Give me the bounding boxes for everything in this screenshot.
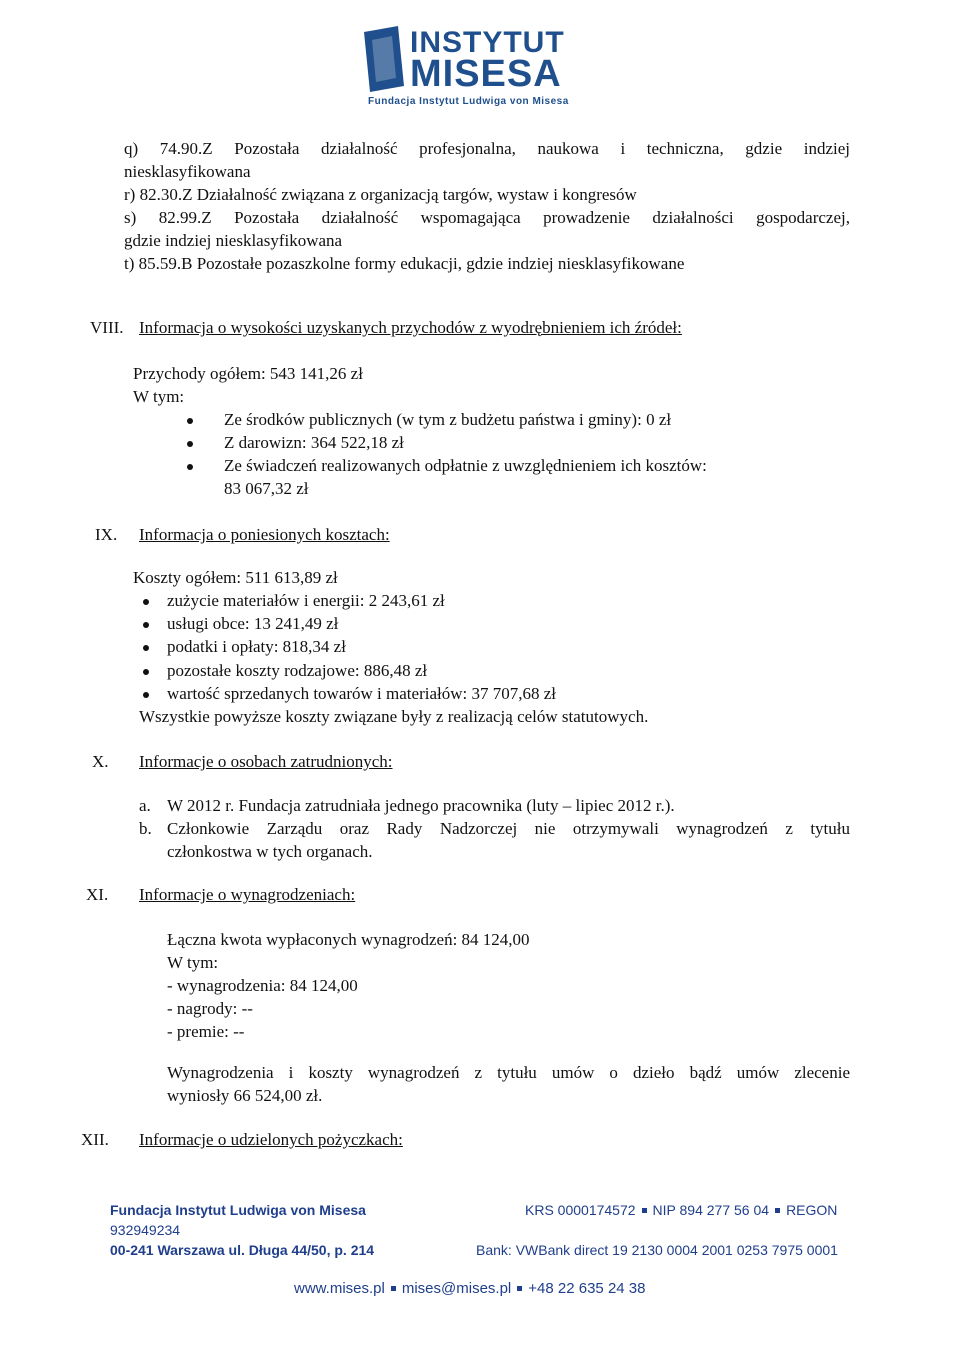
- employment-b-line2: członkostwa w tych organach.: [167, 842, 373, 861]
- footer-bank: Bank: VWBank direct 19 2130 0004 2001 0253 7975 0001: [476, 1242, 838, 1258]
- separator-icon: [517, 1286, 522, 1291]
- contracts-line2: wyniosły 66 524,00 zł.: [167, 1086, 323, 1105]
- list-item: Z darowizn: 364 522,18 zł: [224, 433, 404, 452]
- separator-icon: [391, 1286, 396, 1291]
- salary-line: - wynagrodzenia: 84 124,00: [167, 976, 358, 995]
- revenue-total: Przychody ogółem: 543 141,26 zł: [133, 364, 363, 383]
- bullet-icon: [143, 669, 149, 675]
- salary-wtym: W tym:: [167, 953, 219, 972]
- logo-subtitle: Fundacja Instytut Ludwiga von Misesa: [368, 96, 569, 107]
- footer-email[interactable]: mises@mises.pl: [401, 1280, 512, 1297]
- section-heading: Informacje o wynagrodzeniach:: [139, 885, 356, 904]
- footer-krs: KRS 0000174572: [525, 1202, 636, 1218]
- list-item: zużycie materiałów i energii: 2 243,61 zł: [167, 591, 445, 610]
- footer-registry: [525, 1202, 837, 1218]
- section-heading: Informacje o osobach zatrudnionych:: [139, 752, 393, 771]
- section-heading: Informacja o poniesionych kosztach:: [139, 525, 390, 544]
- institute-logo: [362, 24, 592, 110]
- pkd-s-line2: gdzie indziej niesklasyfikowana: [124, 231, 343, 250]
- pkd-t: t) 85.59.B Pozostałe pozaszkolne formy edukacji, gdzie indziej niesklasyfikowane: [124, 254, 685, 273]
- bullet-icon: [187, 464, 193, 470]
- costs-total: Koszty ogółem: 511 613,89 zł: [133, 568, 338, 587]
- bullet-icon: [187, 418, 193, 424]
- section-number: VIII.: [90, 318, 124, 337]
- footer-contact: [294, 1280, 645, 1297]
- section-number: XI.: [86, 885, 109, 904]
- section-number: XII.: [81, 1130, 109, 1149]
- footer-phone: +48 22 635 24 38: [528, 1280, 646, 1297]
- section-heading: Informacje o udzielonych pożyczkach:: [139, 1130, 403, 1149]
- bullet-icon: [143, 645, 149, 651]
- employment-b-line1: Członkowie Zarządu oraz Rady Nadzorczej nie otrzymywali wynagrodzeń z tytułu: [167, 819, 850, 838]
- list-item-continuation: 83 067,32 zł: [224, 479, 309, 498]
- salary-line: - nagrody: --: [167, 999, 253, 1018]
- employment-a: W 2012 r. Fundacja zatrudniała jednego pracownika (luty – lipiec 2012 r.).: [167, 796, 675, 815]
- section-heading: Informacja o wysokości uzyskanych przychodów z wyodrębnieniem ich źródeł:: [139, 318, 682, 337]
- list-item: Ze świadczeń realizowanych odpłatnie z uwzględnieniem ich kosztów:: [224, 456, 707, 475]
- footer-org: Fundacja Instytut Ludwiga von Misesa: [110, 1202, 366, 1218]
- salary-line: - premie: --: [167, 1022, 245, 1041]
- list-item: wartość sprzedanych towarów i materiałów: 37 707,68 zł: [167, 684, 556, 703]
- item-label-b: b.: [139, 819, 152, 838]
- list-item: usługi obce: 13 241,49 zł: [167, 614, 339, 633]
- bullet-icon: [143, 622, 149, 628]
- footer-www[interactable]: www.mises.pl: [294, 1280, 385, 1297]
- section-number: X.: [92, 752, 109, 771]
- separator-icon: [775, 1208, 780, 1213]
- logo-line1: INSTYTUT: [410, 26, 565, 59]
- pkd-q-line1: q) 74.90.Z Pozostała działalność profesjonalna, naukowa i techniczna, gdzie indziej: [124, 139, 850, 158]
- bullet-icon: [143, 599, 149, 605]
- bullet-icon: [143, 692, 149, 698]
- bullet-icon: [187, 441, 193, 447]
- pkd-r: r) 82.30.Z Działalność związana z organizacją targów, wystaw i kongresów: [124, 185, 637, 204]
- footer-regon-number: 932949234: [110, 1222, 181, 1238]
- pkd-s-line1: s) 82.99.Z Pozostała działalność wspomagająca prowadzenie działalności gospodarczej,: [124, 208, 850, 227]
- section-number: IX.: [95, 525, 118, 544]
- item-label-a: a.: [139, 796, 151, 815]
- pkd-q-line2: niesklasyfikowana: [124, 162, 251, 181]
- contracts-line1: Wynagrodzenia i koszty wynagrodzeń z tytułu umów o dzieło bądź umów zlecenie: [167, 1063, 850, 1082]
- logo-mark-icon: [362, 26, 406, 96]
- list-item: Ze środków publicznych (w tym z budżetu państwa i gminy): 0 zł: [224, 410, 672, 429]
- footer-nip: NIP 894 277 56 04: [652, 1202, 770, 1218]
- list-item: pozostałe koszty rodzajowe: 886,48 zł: [167, 661, 428, 680]
- costs-note: Wszystkie powyższe koszty związane były z realizacją celów statutowych.: [139, 707, 649, 726]
- footer-address: 00-241 Warszawa ul. Długa 44/50, p. 214: [110, 1242, 375, 1258]
- separator-icon: [642, 1208, 647, 1213]
- footer-regon: REGON: [786, 1202, 838, 1218]
- salary-total: Łączna kwota wypłaconych wynagrodzeń: 84 124,00: [167, 930, 530, 949]
- logo-line2: MISESA: [410, 53, 562, 95]
- revenue-wtym: W tym:: [133, 387, 185, 406]
- list-item: podatki i opłaty: 818,34 zł: [167, 637, 346, 656]
